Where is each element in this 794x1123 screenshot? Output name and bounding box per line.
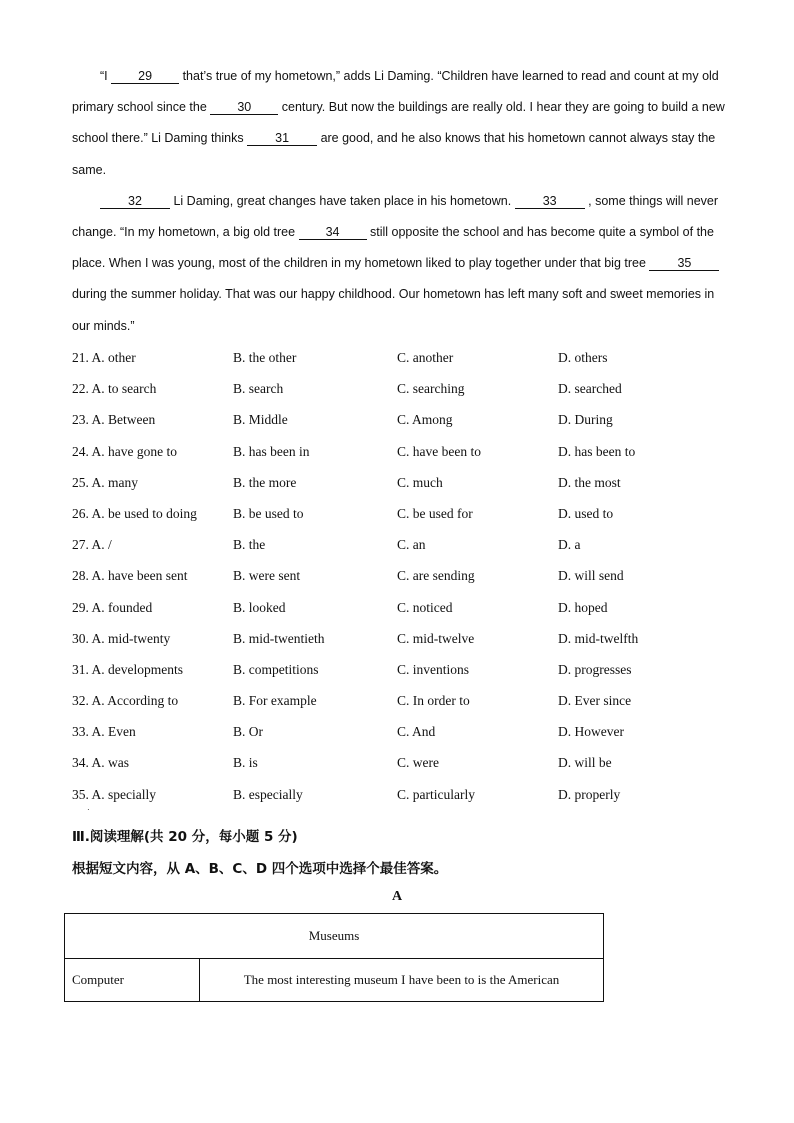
option-choice: C. And	[397, 724, 436, 740]
option-choice: B. the	[233, 537, 266, 553]
option-choice: C. an	[397, 537, 426, 553]
blank-31: 31	[247, 131, 317, 146]
passage-text: Li Daming, great changes have taken place in his hometown.	[170, 193, 515, 208]
option-choice: D. the most	[558, 474, 621, 490]
option-choice: 25. A. many	[72, 474, 138, 490]
option-choice: 29. A. founded	[72, 599, 153, 615]
option-choice: D. has been to	[558, 443, 636, 459]
table-header-row	[65, 914, 604, 959]
option-choice: B. For example	[233, 693, 317, 709]
stray-mark: ·	[87, 805, 90, 814]
blank-32: 32	[100, 194, 170, 209]
option-choice: D. searched	[558, 381, 622, 397]
option-choice: C. particularly	[397, 786, 475, 802]
option-row	[72, 560, 752, 591]
option-row	[72, 654, 752, 685]
option-row	[72, 716, 752, 747]
paragraph-1	[72, 61, 732, 186]
option-choice: 23. A. Between	[72, 412, 156, 428]
table-row-text: The most interesting museum I have been to is the American	[200, 959, 604, 1002]
option-choice: B. Or	[233, 724, 263, 740]
option-row	[72, 592, 752, 623]
table-row	[65, 959, 604, 1002]
option-choice: 26. A. be used to doing	[72, 505, 197, 521]
option-choice: C. In order to	[397, 693, 470, 709]
passage-text: during the summer holiday. That was our happy childhood. Our hometown has left many soft and sweet memories in our minds.”	[72, 287, 715, 333]
option-choice: C. inventions	[397, 661, 470, 677]
option-choice: 27. A. /	[72, 537, 112, 553]
section-instruction: 根据短文内容，从 A、B、C、D 四个选项中选择个最佳答案。	[72, 861, 448, 877]
passage-text: are good, and he also knows that his hometown cannot always stay the same.	[72, 131, 716, 177]
option-choice: 28. A. have been sent	[72, 568, 188, 584]
option-choice: D. others	[558, 350, 608, 365]
passage-text: , some things will never change. “In my hometown, a big old tree	[72, 193, 719, 240]
option-choice: C. mid-twelve	[397, 630, 475, 646]
option-choice: D. mid-twelfth	[558, 630, 639, 646]
option-row	[72, 436, 752, 467]
option-choice: 33. A. Even	[72, 724, 136, 740]
option-row	[72, 747, 752, 778]
option-choice: D. used to	[558, 505, 614, 521]
option-choice: C. searching	[397, 381, 465, 397]
section-title: Ⅲ.阅读理解(共 20 分，每小题 5 分)	[72, 829, 298, 845]
museums-table	[64, 913, 604, 1002]
option-choice: D. a	[558, 537, 581, 553]
option-choice: B. especially	[233, 786, 303, 802]
option-choice: D. During	[558, 412, 613, 428]
option-choice: 21. A. other	[72, 350, 136, 365]
answer-options	[72, 342, 752, 810]
passage-text: still opposite the school and has become quite a symbol of the place. When I was young, most of the children in my hometown liked to play together under that big tree	[72, 225, 714, 271]
option-choice: D. will send	[558, 568, 624, 584]
option-choice: D. However	[558, 724, 624, 740]
option-choice: D. hoped	[558, 599, 608, 615]
option-row	[72, 373, 752, 404]
option-choice: B. is	[233, 755, 258, 771]
table-row-label: Computer	[65, 959, 200, 1002]
option-row	[72, 498, 752, 529]
option-choice: B. Middle	[233, 412, 288, 428]
option-row	[72, 529, 752, 560]
option-row	[72, 404, 752, 435]
option-row	[72, 685, 752, 716]
blank-34: 34	[299, 225, 367, 240]
option-choice: C. much	[397, 474, 443, 490]
option-row	[72, 467, 752, 498]
option-choice: 30. A. mid-twenty	[72, 630, 171, 646]
option-choice: 35. A. specially	[72, 786, 156, 802]
option-row	[72, 779, 752, 810]
option-choice: B. competitions	[233, 661, 319, 677]
option-choice: 24. A. have gone to	[72, 443, 177, 459]
option-row	[72, 342, 752, 373]
option-choice: C. noticed	[397, 599, 453, 615]
blank-33: 33	[515, 194, 585, 209]
blank-29: 29	[111, 69, 179, 84]
option-choice: C. have been to	[397, 443, 481, 459]
option-choice: 32. A. According to	[72, 693, 179, 709]
option-row	[72, 623, 752, 654]
option-choice: B. were sent	[233, 568, 301, 584]
option-choice: C. are sending	[397, 568, 475, 584]
option-choice: B. be used to	[233, 505, 304, 521]
blank-35: 35	[649, 256, 719, 271]
option-choice: C. were	[397, 755, 439, 771]
option-choice: B. the more	[233, 474, 297, 490]
passage-text: that’s true of my hometown,” adds Li Daming. “Children have learned to read and count at my old primary school since the	[72, 69, 719, 115]
option-choice: C. Among	[397, 412, 453, 428]
option-choice: 22. A. to search	[72, 381, 157, 397]
option-choice: 31. A. developments	[72, 661, 183, 677]
option-choice: C. be used for	[397, 505, 473, 521]
option-choice: D. progresses	[558, 661, 632, 677]
option-choice: D. Ever since	[558, 693, 632, 709]
option-choice: B. looked	[233, 599, 286, 615]
table-header: Museums	[65, 914, 604, 959]
option-choice: C. another	[397, 350, 454, 365]
option-choice: B. has been in	[233, 443, 310, 459]
part-label: A	[391, 889, 403, 904]
blank-30: 30	[210, 100, 278, 115]
paragraph-2	[72, 186, 732, 342]
option-choice: B. mid-twentieth	[233, 630, 325, 646]
passage-text: “I	[100, 69, 112, 83]
option-choice: D. will be	[558, 755, 612, 771]
option-choice: D. properly	[558, 786, 621, 802]
cloze-passage	[72, 61, 732, 342]
option-choice: 34. A. was	[72, 755, 129, 771]
option-choice: B. the other	[233, 350, 297, 365]
passage-text: century. But now the buildings are really old. I hear they are going to build a new school there.” Li Daming thinks	[72, 100, 725, 146]
option-choice: B. search	[233, 381, 284, 397]
